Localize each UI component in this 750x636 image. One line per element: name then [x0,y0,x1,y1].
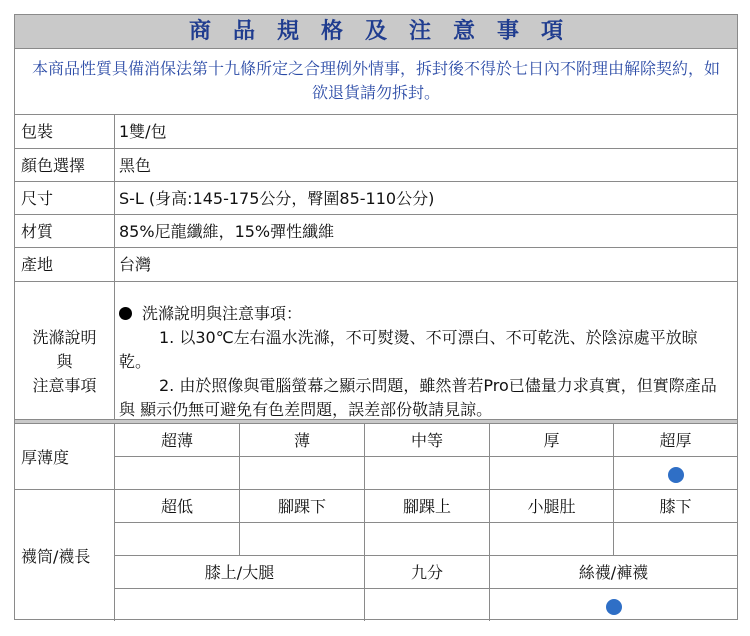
return-policy-notice: 本商品性質具備消保法第十九條所定之合理例外情事，拆封後不得於七日內不附理由解除契約，如欲退貨請勿拆封。 [15,49,737,115]
spec-row [15,248,737,282]
wash-item-2: 2. 由於照像與電腦螢幕之顯示問題，雖然普若Pro已儘量力求真實，但實際產品與 顯示仍無可避免有色差問題，誤差部份敬請見諒。 [119,376,717,419]
thickness-grid [115,424,737,489]
selected-dot-icon [606,599,622,615]
length-option: 九分 [365,556,490,589]
thickness-option: 超厚 [614,424,737,457]
thickness-mark-cell [614,457,737,490]
thickness-option: 薄 [240,424,365,457]
wash-label [15,282,115,419]
spec-value: 台灣 [119,255,152,274]
thickness-option: 超薄 [115,424,240,457]
length-section [15,490,737,621]
length-mark-cell [365,523,490,556]
thickness-mark-cell [115,457,240,490]
selected-dot-icon [668,467,684,483]
spec-label: 材質 [15,215,115,247]
length-mark-cell [614,523,737,556]
page-title: 商品規格及注意事項 [15,15,737,49]
wash-label-line: 洗滌說明 [32,328,97,347]
spec-value: S-L (身高:145-175公分，臀圍85-110公分) [119,189,435,208]
length-mark-cell [240,523,365,556]
spec-value: 85%尼龍纖維，15%彈性纖維 [119,222,335,241]
spec-value: 1雙/包 [119,122,167,141]
wash-instructions-row [15,282,737,420]
thickness-mark-cell [240,457,365,490]
thickness-mark-cell [365,457,490,490]
thickness-option: 厚 [490,424,614,457]
length-mark-cell [490,523,614,556]
wash-heading: 洗滌說明與注意事項： [142,304,303,323]
length-option: 腳踝上 [365,490,490,523]
length-option: 超低 [115,490,240,523]
spec-label: 包裝 [15,115,115,148]
spec-label: 產地 [15,248,115,281]
length-option: 小腿肚 [490,490,614,523]
length-option: 絲襪/褲襪 [490,556,737,589]
length-mark-cell [115,523,240,556]
spec-label: 尺寸 [15,182,115,214]
length-mark-cell [115,589,365,621]
wash-content [115,282,737,439]
spec-label: 顏色選擇 [15,149,115,181]
length-option: 膝下 [614,490,737,523]
spec-row [15,149,737,182]
spec-row [15,115,737,149]
length-option: 膝上/大腿 [115,556,365,589]
thickness-label: 厚薄度 [15,424,115,489]
length-option: 腳踝下 [240,490,365,523]
wash-label-line: 注意事項 [32,376,97,395]
bullet-icon [119,307,132,320]
spec-value: 黑色 [119,156,152,175]
wash-label-line: 與 [56,352,73,371]
wash-item-1: 1. 以30℃左右溫水洗滌，不可熨燙、不可漂白、不可乾洗、於陰涼處平放晾乾。 [119,328,698,371]
spec-row [15,182,737,215]
length-label: 襪筒/襪長 [15,490,115,621]
length-mark-cell [365,589,490,621]
thickness-option: 中等 [365,424,490,457]
thickness-mark-cell [490,457,614,490]
spec-table [14,14,738,620]
length-mark-cell [490,589,737,621]
spec-row [15,215,737,248]
thickness-section [15,424,737,490]
length-grid [115,490,737,621]
